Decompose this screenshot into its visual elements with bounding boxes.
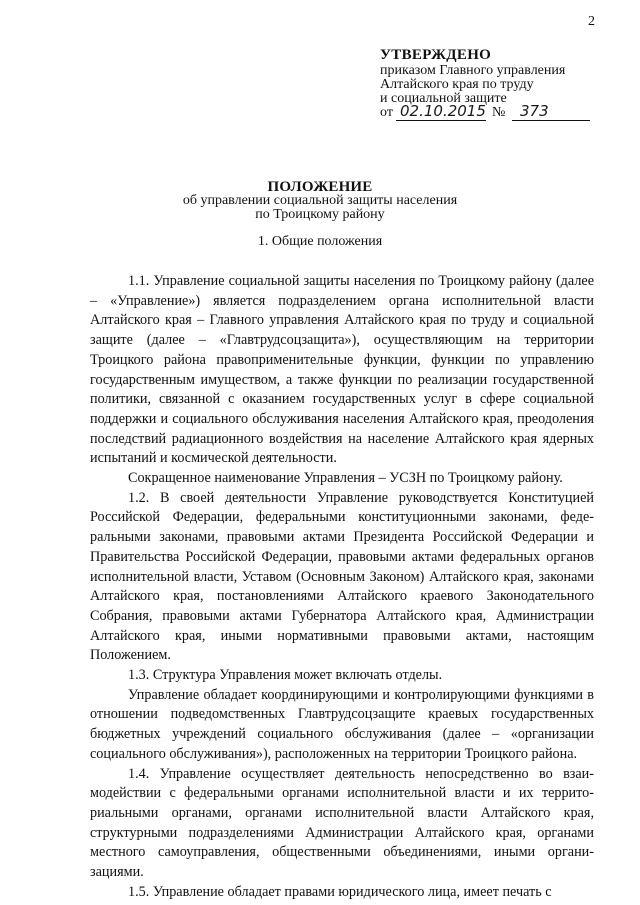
date-underline [396,120,486,121]
approval-line-1: приказом Главного управления [380,63,566,78]
document-subtitle-2: по Троицкому району [255,207,385,222]
order-date-number [380,102,610,124]
document-title: ПОЛОЖЕНИЕ [267,179,373,195]
approval-line-2: Алтайского края по труду [380,77,534,92]
paragraph: 1.5. Управление обладает правами юридического лица, имеет печать с [128,883,552,900]
approval-title: УТВЕРЖДЕНО [380,47,492,63]
paragraph: 1.3. Структура Управления может включать отделы. [128,667,443,684]
document-subtitle-1: об управлении социальной защиты населения [182,193,458,208]
paragraph: 1.2. В своей деятельности Управление руководствуется Конституцией Российской Федерации, федеральными конституционными законами, федеральными законами, правовыми актами Президента Российской Федерации и Правительства Российской Федерации, правовыми актами федеральных органов исполнительной власти, Уставом (Основным Законом) Алтайского края, законами Алтайского края, постановлениями Алтайского краевого Законодательного Собрания, правовыми актами Губернатора Алтайского края, Администрации Алтайского края, иными нормативными правовыми актами, настоящим Положением. [90,489,594,664]
from-label: от [380,105,393,120]
paragraph: 1.4. Управление осуществляет деятельность непосредственно во взаимодействии с федеральными органами исполнительной власти и их территориальными органами, органами исполнительной власти Алтайского края, структурными подразделениями Администрации Алтайского края, органами местного самоуправления, общественными объединениями, иными организациями. [90,765,594,881]
page-number: 2 [588,14,595,29]
approval-line-3: и социальной защите [380,91,507,106]
document-body [90,272,594,903]
section-title: 1. Общие положения [257,234,383,249]
paragraph: Управление обладает координирующими и контролирующими функциями в отношении подведомственных Главтрудсоцзащите краевых государственных бюджетных учреждений социального обслуживания (далее – «организации социального обслуживания»), расположенных на территории Троицкого района. [90,686,594,762]
number-label: № [492,105,506,120]
handwritten-number: 373 [520,102,549,120]
paragraph: 1.1. Управление социальной защиты населения по Троицкому району (далее – «Управление») является подразделением органа исполнительной власти Алтайского края – Главного управления Алтайского края по труду и социальной защите (далее – «Главтрудсоцзащита»), осуществляющим на территории Троицкого района правоприменительные функции, функции по управлению государственным имуществом, а также функции по реализации государственной политики, связанной с оказанием государственных услуг в сфере социальной поддержки и социального обслуживания населения Алтайского края, преодоления последствий радиационного воздействия на население Алтайского края ядерных испытаний и космической деятельности. [90,273,594,467]
handwritten-date: 02.10.2015 [400,102,486,120]
number-underline [512,120,590,121]
paragraph: Сокращенное наименование Управления – УСЗН по Троицкому району. [128,470,563,487]
approval-stamp [380,48,610,124]
document-heading [0,180,640,222]
